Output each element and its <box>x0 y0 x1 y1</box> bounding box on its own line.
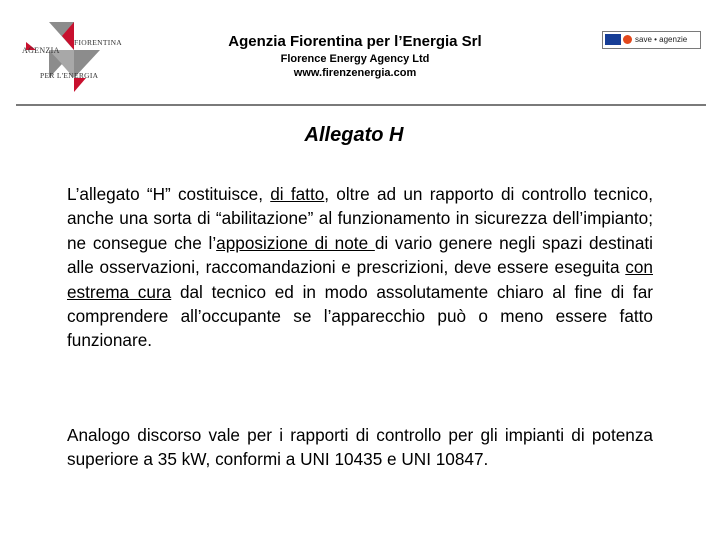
p1-text-1: L’allegato “H” costituisce, <box>67 184 271 204</box>
logo-text-agenzia: AGENZIA <box>22 46 60 55</box>
paragraph-2: Analogo discorso vale per i rapporti di controllo per gli impianti di potenza superiore a 35 kW, conformi a UNI 10435 e UNI 10847. <box>67 425 653 470</box>
partner-logo-text: save • agenzie <box>635 35 688 44</box>
eu-flag-icon <box>605 34 621 45</box>
paragraph-1 <box>67 182 653 353</box>
p1-text-2: , oltre ad un rapporto di controllo tecnico, anche una sorta di “abilitazione” al funzionamento in sicurezza dell’impianto; ne consegue che l’ <box>67 184 653 253</box>
document-title: Allegato H <box>304 124 404 146</box>
organization-website: www.firenzenergia.com <box>293 67 417 79</box>
partner-logo <box>602 31 701 49</box>
logo-text-fiorentina: FIORENTINA <box>74 38 122 47</box>
organization-name-english: Florence Energy Agency Ltd <box>280 53 430 65</box>
header <box>0 0 720 108</box>
organization-name: Agenzia Fiorentina per l’Energia Srl <box>228 33 482 50</box>
p1-underlined-apposizione: apposizione di note <box>216 232 375 253</box>
agency-logo <box>16 20 126 94</box>
p1-text-4: dal tecnico ed in modo assolutamente chiaro al fine di far comprendere all’occupante se l’apparecchio può o meno essere fatto funzionare. <box>67 281 653 351</box>
p1-underlined-di-fatto: di fatto <box>270 184 325 204</box>
save-dot-icon <box>623 35 632 44</box>
agency-logo-mark <box>16 20 126 94</box>
organization-header <box>200 33 510 80</box>
logo-text-per-l-energia: PER L'ENERGIA <box>40 71 99 80</box>
p1-text-3: di vario genere negli spazi destinati alle osservazioni, raccomandazioni e prescrizioni, deve essere eseguita <box>67 232 653 278</box>
p1-underlined-con-estrema-cura: con estrema cura <box>67 257 653 302</box>
header-divider <box>16 104 706 106</box>
